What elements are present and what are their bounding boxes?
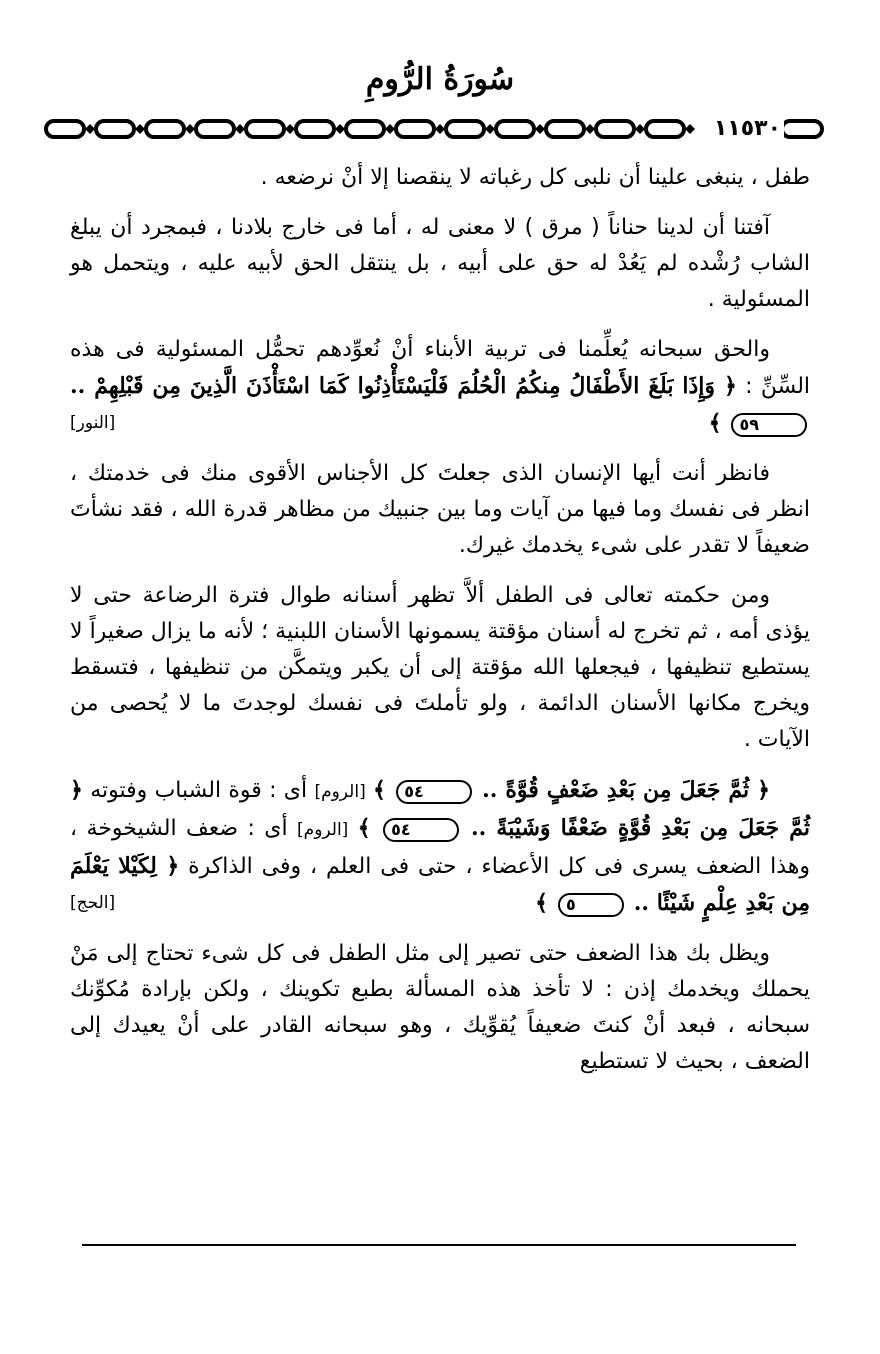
verse-close-bracket: ﴾ bbox=[373, 777, 386, 803]
surah-reference: [الروم] bbox=[297, 820, 349, 840]
surah-title: سُورَةُ الرُّومِ bbox=[365, 62, 515, 97]
footer-rule bbox=[82, 1244, 796, 1246]
verse-number-badge: ٥٤ bbox=[383, 818, 459, 842]
paragraph-6-text-2: أى : ضعف الشيخوخة ، وهذا الضعف يسرى فى كل الأعضاء ، حتى فى العلم ، وفى الذاكرة bbox=[70, 816, 810, 879]
verse-number-badge: ٥٩ bbox=[731, 413, 807, 437]
quran-verse-noor: ﴿ وَإِذَا بَلَغَ الأَطْفَالُ مِنكُمُ الْحُلُمَ فَلْيَسْتَأْذِنُوا كَمَا اسْتَأْذَنَ الَّذِينَ مِن قَبْلِهِمْ .. bbox=[70, 373, 737, 399]
surah-reference: [الحج] bbox=[70, 893, 116, 913]
verse-number-badge: ٥ bbox=[558, 893, 624, 917]
page-number: ١١٥٣٠ bbox=[711, 112, 784, 146]
verse-close-bracket: ﴾ bbox=[357, 815, 371, 841]
header-ornament bbox=[44, 112, 826, 146]
quran-verse-rum-1: ﴿ ثُمَّ جَعَلَ مِن بَعْدِ ضَعْفٍ قُوَّةً .. bbox=[482, 777, 771, 803]
paragraph-3-text: والحق سبحانه يُعلِّمنا فى تربية الأبناء أنْ نُعوِّدهم تحمُّل المسئولية فى هذه السِّنِّ : bbox=[70, 337, 811, 399]
page-body bbox=[70, 160, 810, 1094]
surah-reference: [الروم] bbox=[314, 782, 366, 802]
paragraph-6-text-1: أى : قوة الشباب وفتوته bbox=[90, 778, 308, 803]
verse-close-bracket: ﴾ bbox=[708, 410, 722, 436]
quran-verse-rum-2: ﴿ ثُمَّ جَعَلَ مِن بَعْدِ قُوَّةٍ ضَعْفًا وَشَيْبَةً .. bbox=[70, 777, 810, 841]
paragraph-5: ومن حكمته تعالى فى الطفل ألاَّ تظهر أسنانه طوال فترة الرضاعة حتى لا يؤذى أمه ، ثم تخرج له أسنان مؤقتة يسمونها الأسنان اللبنية ؛ لأنه ما يزال صغيراً لا يستطيع تنظيفها ، فيجعلها الله مؤقتة إلى أن يكبر ويتمكَّن من تنظيفها ، فتسقط ويخرج مكانها الأسنان الدائمة ، ولو تأملتَ فى نفسك لوجدتَ ما لا يُحصى من الآيات . bbox=[70, 583, 810, 752]
paragraph-6 bbox=[70, 772, 810, 922]
chain-border-icon bbox=[44, 112, 826, 146]
verse-close-bracket: ﴾ bbox=[535, 890, 548, 916]
surah-reference: [النور] bbox=[70, 413, 116, 433]
paragraph-7: ويظل بك هذا الضعف حتى تصير إلى مثل الطفل فى كل شىء تحتاج إلى مَنْ يحملك ويخدمك إذن : لا تأخذ هذه المسألة بطبع تكوينك ، ولكن بإرادة مُكوِّنك سبحانه ، فبعد أنْ كنتَ ضعيفاً يُقوِّيك ، وهو سبحانه القادر على أنْ يعيدك إلى الضعف ، بحيث لا تستطيع bbox=[70, 941, 810, 1074]
paragraph-2: آفتنا أن لدينا حناناً ( مرق ) لا معنى له ، أما فى خارج بلادنا ، فبمجرد أن يبلغ الشاب رُشْده لم يَعُدْ له حق على أبيه ، بل ينتقل الحق لأبيه عليه ، ويتحمل هو المسئولية . bbox=[70, 215, 810, 312]
paragraph-1: طفل ، ينبغى علينا أن نلبى كل رغباته لا ينقصنا إلا أنْ نرضعه . bbox=[260, 165, 810, 190]
paragraph-3 bbox=[70, 332, 810, 442]
paragraph-4: فانظر أنت أيها الإنسان الذى جعلتَ كل الأجناس الأقوى منك فى خدمتك ، انظر فى نفسك وما فيها من آيات وما بين جنبيك من مظاهر قدرة الله ، فقد نشأتَ ضعيفاً لا تقدر على شىء يخدمك غيرك. bbox=[70, 461, 810, 558]
quran-verse-hajj: ﴿ لِكَيْلا يَعْلَمَ مِن بَعْدِ عِلْمٍ شَيْئًا .. bbox=[70, 853, 810, 916]
verse-number-badge: ٥٤ bbox=[396, 780, 472, 804]
